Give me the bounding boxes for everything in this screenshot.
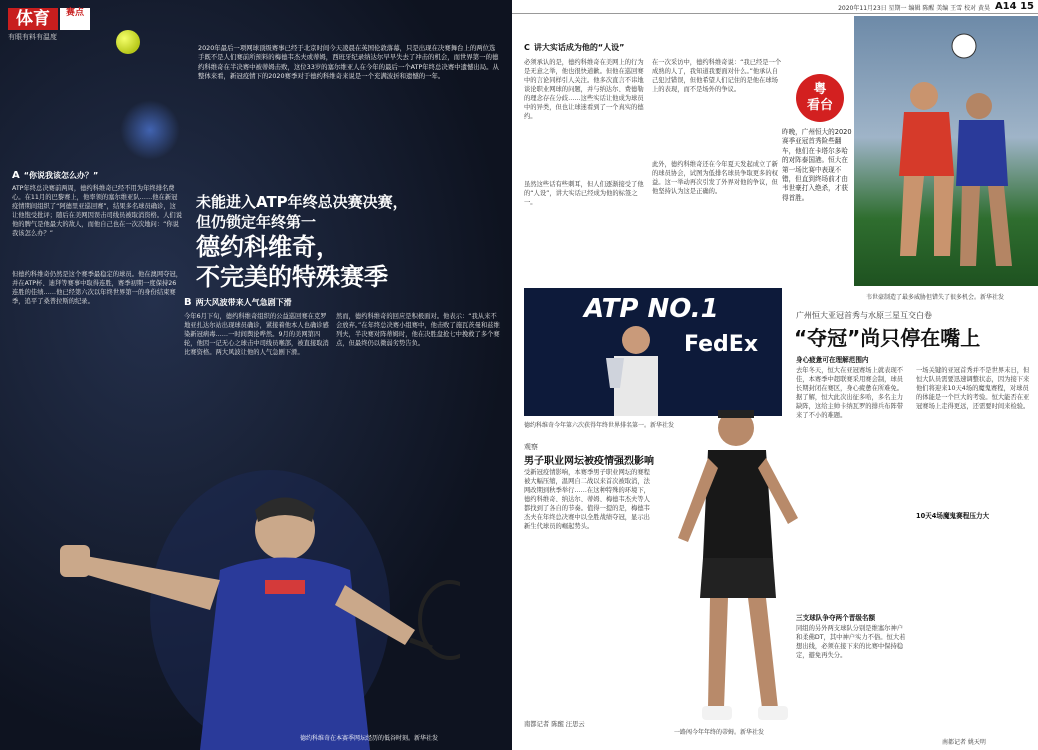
page-header <box>512 0 1038 14</box>
column-a-text-2: 但德约科维奇仍然是这个赛季最稳定的球员。他在澳网夺冠，并在ATP杯、迪拜等赛事中取得连胜，赛季初期一度保持26连胜的佳绩……他已经第六次以年终世界第一的身份结束赛季，追平了桑普拉斯的纪录。 <box>12 271 183 305</box>
right-page <box>512 0 1038 750</box>
soccer-photo <box>854 16 1038 286</box>
observation-byline: 南都记者 陈醒 汪思云 <box>524 721 585 728</box>
section-b-text: 两大风波带来人气急剧下滑 <box>195 298 292 307</box>
soccer-lead-text: 昨晚，广州恒大的2020赛季亚冠首秀险些翻车，他们在卡塔尔多哈的对阵泰国港。恒大在第一场比赛中表现不错，但直到终场前才由韦世豪打入绝杀，才获得首胜。 <box>782 128 852 202</box>
subhead-2: 三支球队争夺两个晋级名额 <box>796 614 876 622</box>
section-a-letter: A <box>12 170 20 181</box>
thiem-player-illustration <box>658 388 808 738</box>
section-badge: 粤 看台 <box>796 74 844 122</box>
section-c-title <box>524 42 624 53</box>
section-b-letter: B <box>184 297 192 308</box>
section-b-title <box>184 297 292 308</box>
column-c-3: 虽然这些话有些刺耳，但人们逐渐接受了他的“人设”，讲大实话已经成为他的标签之一。 <box>524 181 644 206</box>
guangzhou-kicker: 广州恒大亚冠首秀与水原三星互交白卷 <box>796 311 932 320</box>
column-c-2: 在一次采访中，德约科维奇说：“我已经是一个成熟的人了，我知道我要面对什么。”他承认自己犯过错误，但他希望人们记住的是他在球场上的表现，而不是场外的争议。 <box>652 59 782 93</box>
headline-deck <box>196 192 496 292</box>
guangzhou-column-3a: 一场关键的亚冠首秀并不是世界末日，但恒大队员需要迅速调整状态，因为接下来他们将迎来10天4场的魔鬼赛程，对球员的体能是一个巨大的考验。恒大能否在亚冠赛场上走得更远，还需要时间来检验。 <box>916 367 1030 410</box>
left-page <box>0 0 512 750</box>
observation-title: 男子职业网坛被疫情强烈影响 <box>524 456 654 467</box>
headline-main-2: 不完美的特殊赛季 <box>196 263 388 291</box>
column-b-text-2: 然而，德约科维奇的回应是积极面对。他表示：“我从来不会放弃。”在年终总决赛小组赛中，他击败了施瓦茨曼和兹维列夫，半决赛对阵蒂姆时，他在决胜盘抢七中挽救了多个赛点，但最终仍以微弱劣势告负。 <box>336 313 500 347</box>
atp-photo-caption: 德约科维奇今年第六次获得年终世界排名第一。新华社发 <box>524 422 675 429</box>
atp-no1-logo: ATP NO.1 <box>584 294 719 324</box>
guangzhou-byline: 南都记者 姚天明 <box>942 739 986 746</box>
tennis-ball-icon <box>116 30 140 54</box>
masthead <box>8 8 90 41</box>
column-a-text: ATP年终总决赛前两周，德约科维奇已经不用为年终排名费心。在11月的巴黎赛上，他率领的塞尔维亚队……他在新冠疫情期间组织了“阿德里亚巡回赛”，结果多名球员确诊，这让他饱受批评；随后在美网因误击司线员被取消资格。人们说他的脾气是他最大的敌人，而他自己也在一次次地问：“你说我该怎么办？” <box>12 185 183 237</box>
headline-main-1: 德约科维奇， <box>196 233 340 261</box>
column-c-4: 此外，德约科维奇还在今年夏天发起成立了新的球员协会，试图为低排名球员争取更多的权益。这一举动再次引发了外界对他的争议，但他坚持认为这是正确的。 <box>652 161 778 195</box>
masthead-slogan: 有眼有料有温度 <box>8 33 57 41</box>
fedex-logo: FedEx <box>684 332 759 357</box>
section-a-title <box>12 170 98 181</box>
thiem-photo-caption: 一路闯今年年终的蒂姆。新华社发 <box>674 729 765 736</box>
left-photo-caption: 德约科维奇在本赛季网坛经历的低谷时刻。新华社发 <box>300 735 439 742</box>
guangzhou-column-1: 去年冬天，恒大在亚冠赛场上就表现不佳，本赛季中超联赛采用赛会制，球员长期封闭在赛区，身心疲惫在所难免。据了解，恒大此次出征多哈，多名主力缺阵，这给主帅卡纳瓦罗的排兵布阵带来了不小的难题。 <box>796 367 904 419</box>
guangzhou-headline: “夺冠”尚只停在嘴上 <box>794 326 981 350</box>
column-c-1: 必须承认的是，德约科维奇在美网上的行为是无意之举，他也很快道歉。但他在巡回赛中的言论同样引人关注。他多次直言不讳地谈论职业网球的问题，并与纳达尔、费德勒的理念存在分歧……这些实话让他成为球员中的异类，但也让球迷看到了一个真实的德约。 <box>524 59 644 120</box>
section-c-letter: C <box>524 43 530 52</box>
guangzhou-column-2: 同组的另外两支球队分别是维塞尔神户和柔佛DT，其中神户实力不俗。恒大若想出线，必须在接下来的比赛中保持稳定，避免再失分。 <box>796 625 906 659</box>
light-bokeh <box>120 100 180 160</box>
page-number: A14 15 <box>994 1 1034 12</box>
headline-sub-2: 但仍锁定年终第一 <box>196 213 317 231</box>
intro-paragraph: 2020年最后一项网球顶级赛事已经于北京时间今天凌晨在英国伦敦落幕，只是出现在决赛舞台上的两位选手既不是人们赛前所预料的梅德韦杰夫或蒂姆，西班牙纪录纳达尔早早失去了冲击的机会，而世界第一的德约科维奇在半决赛中被蒂姆击败，这位33岁的塞尔维亚人在今年的最后一个ATP年终总决赛中遗憾出局。从整体来看，新冠疫情下的2020赛季对于德约科维奇来说是一个充满波折和遗憾的一年。 <box>198 44 499 81</box>
headline-sub-1: 未能进入ATP年终总决赛决赛， <box>196 193 408 211</box>
section-a-text: “你说我该怎么办？” <box>23 171 99 180</box>
subhead-3: 10天4场魔鬼赛程压力大 <box>916 512 990 520</box>
section-c-text: 讲大实话成为他的“人设” <box>533 43 625 52</box>
header-info: 2020年11月23日 星期一 编辑 陈醒 美编 王雪 校对 黄昊 <box>838 5 990 12</box>
djokovic-player-illustration <box>40 460 460 750</box>
column-b-text: 今年6月下旬，德约科维奇组织的公益巡回赛在克罗地亚扎达尔站出现球员确诊，紧接着他本人也确诊感染新冠病毒……一时间舆论哗然。9月的美网第四轮，他因一记无心之球击中司线员喉部，被直接取消比赛资格。两大风波让他的人气急剧下滑。 <box>184 313 329 356</box>
soccer-players-illustration <box>854 16 1038 286</box>
masthead-sub: 赛点 <box>60 8 90 30</box>
soccer-photo-caption: 韦世豪制造了最多威胁但错失了很多机会。新华社发 <box>866 294 1005 301</box>
subhead-1: 身心疲惫可在理解范围内 <box>796 356 869 364</box>
observation-body: 受新冠疫情影响，本赛季男子职业网坛的赛程被大幅压缩，温网自二战以来首次被取消，法网改期到秋季举行……在这种特殊的环境下，德约科维奇、纳达尔、蒂姆、梅德韦杰夫等人都找到了各自的节奏。值得一提的是，梅德韦杰夫在年终总决赛中以全胜战绩夺冠，显示出新生代球员的崛起势头。 <box>524 469 650 530</box>
masthead-brand: 体育 <box>8 8 58 30</box>
observation-kicker: 观察 <box>524 443 538 451</box>
